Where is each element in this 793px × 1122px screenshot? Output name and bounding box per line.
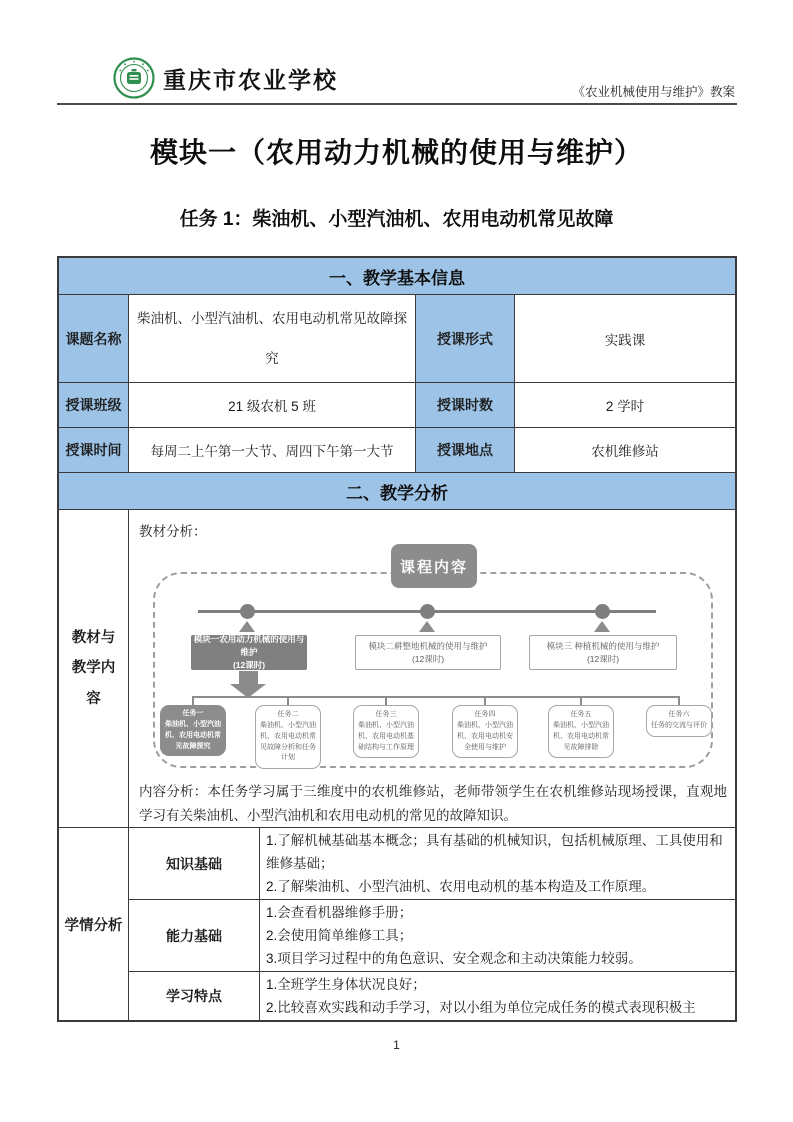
class-location-value: 农机维修站: [591, 444, 659, 459]
task-4-title: 任务四: [474, 711, 496, 718]
task-box-2: [255, 705, 321, 769]
table-row: [59, 383, 735, 428]
row-label-class-group: 授课班级: [59, 383, 129, 427]
school-name: 重庆市农业学校: [163, 68, 338, 93]
ability-base-content: [260, 900, 735, 971]
material-content-cell: [129, 510, 735, 827]
task-1-title: 任务一: [182, 710, 204, 717]
section-header-basic-info: 一、教学基本信息: [59, 258, 735, 295]
sub-row-learning-traits: [129, 972, 735, 1020]
sub-row-ability: [129, 900, 735, 972]
learning-traits-content: [260, 972, 735, 1020]
module-2-hours: (12课时): [411, 653, 445, 664]
connector-drop: [580, 696, 582, 705]
down-arrow-icon: [239, 671, 258, 684]
page-header: [57, 56, 737, 105]
timeline-dot: [240, 604, 255, 619]
section-header-teaching-analysis: 二、教学分析: [59, 473, 735, 510]
task-box-3: [353, 705, 419, 758]
timeline-dot: [595, 604, 610, 619]
row-label-class-hours: 授课时数: [416, 383, 515, 427]
timeline-dot: [420, 604, 435, 619]
learner-row-label: 学情分析: [59, 828, 129, 1020]
material-row: [59, 510, 735, 828]
diagram-title-box: 课程内容: [391, 544, 477, 588]
task-6-title: 任务六: [668, 711, 690, 718]
triangle-up-icon: [419, 621, 435, 632]
module-2-title: 模块二耕整地机械的使用与维护: [368, 640, 488, 651]
row-label-class-form: 授课形式: [416, 295, 515, 382]
task-box-4: [452, 705, 518, 758]
connector-drop: [192, 696, 194, 705]
module-box-3: [529, 635, 677, 670]
list-item: 2.会使用简单维修工具；: [266, 928, 413, 943]
list-item: 1.全班学生身体状况良好；: [266, 977, 426, 992]
table-row: [59, 295, 735, 383]
knowledge-base-content: [260, 828, 735, 899]
list-item: 1.会查看机器维修手册；: [266, 905, 413, 920]
connector-drop: [287, 696, 289, 705]
row-label-class-location: 授课地点: [416, 428, 515, 472]
task-subtitle: 任务 1：柴油机、小型汽油机、农用电动机常见故障: [179, 209, 614, 230]
learner-sub-table: [129, 828, 735, 1020]
sub-row-knowledge: [129, 828, 735, 900]
list-item: 3.项目学习过程中的角色意识、安全观念和主动决策能力较弱。: [266, 951, 642, 966]
module-3-title: 模块三 种植机械的使用与维护: [546, 640, 660, 651]
task-1-body: 柴油机、小型汽油机、农用电动机常见故障探究: [165, 720, 221, 750]
task-3-title: 任务三: [375, 711, 397, 718]
task-connector-line: [193, 696, 680, 698]
task-box-1: [160, 705, 226, 756]
module-1-title: 模块一农用动力机械的使用与维护: [193, 634, 305, 658]
class-form-value: 实践课: [604, 332, 646, 348]
lesson-plan-table: [57, 256, 737, 1022]
learning-traits-label: 学习特点: [129, 972, 260, 1020]
list-item: 2.了解柴油机、小型汽油机、农用电动机的基本构造及工作原理。: [266, 879, 656, 894]
triangle-up-icon: [594, 621, 610, 632]
table-row: [59, 428, 735, 473]
page-number: 1: [393, 1038, 400, 1052]
material-row-label: 教材与教学内容: [59, 510, 129, 827]
list-item: 2.比较喜欢实践和动手学习，对以小组为单位完成任务的模式表现积极主: [266, 1000, 696, 1015]
class-time-value: 每周二上午第一大节、周四下午第一大节: [129, 428, 416, 472]
class-hours-value: 2 学时: [605, 399, 645, 414]
connector-drop: [484, 696, 486, 705]
connector-drop: [385, 696, 387, 705]
class-group-value: 21 级农机 5 班: [129, 383, 416, 427]
list-item: 1.了解机械基础基本概念；具有基础的机械知识，包括机械原理、工具使用和维修基础；: [266, 833, 723, 871]
task-box-6: [646, 705, 712, 737]
school-seal-icon: [113, 57, 155, 99]
task-2-title: 任务二: [277, 711, 299, 718]
row-label-class-time: 授课时间: [59, 428, 129, 472]
knowledge-base-label: 知识基础: [129, 828, 260, 899]
task-2-body: 柴油机、小型汽油机、农用电动机常见故障分析和任务计划: [260, 721, 316, 762]
learner-row: [59, 828, 735, 1020]
task-5-title: 任务五: [570, 711, 592, 718]
module-1-hours: (12课时): [232, 659, 266, 670]
module-box-2: [355, 635, 501, 670]
row-label-course-title: 课题名称: [59, 295, 129, 382]
document-label: 《农业机械使用与维护》教案: [572, 85, 735, 99]
course-content-diagram: [143, 544, 725, 776]
ability-base-label: 能力基础: [129, 900, 260, 971]
task-3-body: 柴油机、小型汽油机、农用电动机基础结构与工作原理: [358, 721, 414, 751]
task-5-body: 柴油机、小型汽油机、农用电动机常见故障排除: [553, 721, 609, 751]
module-title: 模块一（农用动力机械的使用与维护）: [149, 138, 643, 169]
module-box-1: [191, 635, 307, 670]
module-3-hours: (12课时): [586, 653, 620, 664]
content-analysis-paragraph: 内容分析：本任务学习属于三维度中的农机维修站，老师带领学生在农机维修站现场授课，直观地学习有关柴油机、小型汽油机和农用电动机的常见的故障知识。: [139, 784, 727, 823]
task-6-body: 任务的交流与评价: [651, 721, 707, 729]
triangle-up-icon: [239, 621, 255, 632]
connector-drop: [678, 696, 680, 705]
material-intro: 教材分析：: [139, 524, 207, 539]
course-title-value: 柴油机、小型汽油机、农用电动机常见故障探究: [129, 295, 416, 382]
task-box-5: [548, 705, 614, 758]
task-4-body: 柴油机、小型汽油机、农用电动机安全使用与维护: [457, 721, 513, 751]
